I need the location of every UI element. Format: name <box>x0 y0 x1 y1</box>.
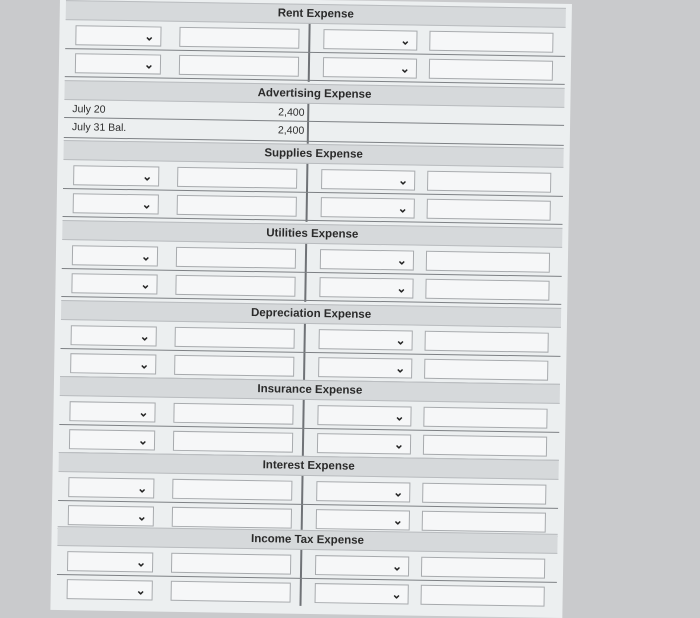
entry-date: July 31 Bal. <box>71 121 127 135</box>
chevron-down-icon: ⌄ <box>395 333 406 348</box>
credit-date-select[interactable] <box>316 509 410 530</box>
ledger-sheet <box>50 0 572 618</box>
chevron-down-icon: ⌄ <box>398 173 409 188</box>
chevron-down-icon: ⌄ <box>400 33 411 48</box>
debit-amount-input[interactable] <box>179 55 299 77</box>
debit-date-select[interactable] <box>73 165 159 186</box>
credit-date-select[interactable] <box>318 357 412 378</box>
debit-date-select[interactable] <box>71 325 157 346</box>
account-title: Advertising Expense <box>64 80 564 108</box>
credit-date-select[interactable] <box>316 481 410 502</box>
chevron-down-icon: ⌄ <box>144 29 155 44</box>
account-title: Depreciation Expense <box>61 300 561 328</box>
debit-amount-input[interactable] <box>176 247 296 269</box>
credit-amount-input[interactable] <box>427 199 551 221</box>
debit-amount-input[interactable] <box>173 403 293 425</box>
chevron-down-icon: ⌄ <box>140 249 152 264</box>
chevron-down-icon: ⌄ <box>137 433 149 448</box>
credit-date-select[interactable] <box>315 555 409 576</box>
chevron-down-icon: ⌄ <box>395 361 406 376</box>
chevron-down-icon: ⌄ <box>396 253 408 268</box>
debit-date-select[interactable] <box>73 193 159 214</box>
chevron-down-icon: ⌄ <box>391 559 403 574</box>
debit-amount-input[interactable] <box>171 553 291 575</box>
debit-amount-input[interactable] <box>174 355 294 377</box>
chevron-down-icon: ⌄ <box>396 281 407 296</box>
chevron-down-icon: ⌄ <box>138 405 149 420</box>
chevron-down-icon: ⌄ <box>143 57 155 72</box>
chevron-down-icon: ⌄ <box>142 169 153 184</box>
debit-date-select[interactable] <box>69 429 155 450</box>
debit-date-select[interactable] <box>71 273 157 294</box>
chevron-down-icon: ⌄ <box>141 197 152 212</box>
debit-date-select[interactable] <box>72 245 158 266</box>
debit-amount-input[interactable] <box>175 327 295 349</box>
debit-date-select[interactable] <box>75 53 161 74</box>
credit-amount-input[interactable] <box>422 483 546 505</box>
credit-amount-input[interactable] <box>421 585 545 607</box>
debit-date-select[interactable] <box>69 401 155 422</box>
credit-date-select[interactable] <box>315 583 409 604</box>
chevron-down-icon: ⌄ <box>135 583 146 598</box>
debit-date-select[interactable] <box>67 551 153 572</box>
chevron-down-icon: ⌄ <box>394 409 405 424</box>
debit-amount-input[interactable] <box>172 507 292 529</box>
account-title: Interest Expense <box>59 452 559 480</box>
credit-amount-input[interactable] <box>427 171 551 193</box>
credit-date-select[interactable] <box>319 277 413 298</box>
credit-amount-input[interactable] <box>423 435 547 457</box>
debit-amount-input[interactable] <box>179 27 299 49</box>
debit-amount-input[interactable] <box>177 167 297 189</box>
chevron-down-icon: ⌄ <box>393 437 405 452</box>
credit-date-select[interactable] <box>321 169 415 190</box>
account-income-tax-expense <box>56 526 557 612</box>
chevron-down-icon: ⌄ <box>392 513 403 528</box>
debit-amount: 2,400 <box>278 106 305 119</box>
credit-date-select[interactable] <box>323 57 417 78</box>
debit-amount-input[interactable] <box>171 581 291 603</box>
account-title: Supplies Expense <box>63 140 563 168</box>
chevron-down-icon: ⌄ <box>397 201 408 216</box>
credit-date-select[interactable] <box>317 433 411 454</box>
debit-date-select[interactable] <box>75 25 161 46</box>
credit-date-select[interactable] <box>317 405 411 426</box>
debit-amount: 2,400 <box>277 124 305 137</box>
account-insurance-expense <box>59 376 560 462</box>
account-title: Income Tax Expense <box>57 526 557 554</box>
chevron-down-icon: ⌄ <box>137 481 148 496</box>
debit-date-select[interactable] <box>68 477 154 498</box>
entry-date: July 20 <box>72 103 106 116</box>
account-interest-expense <box>58 452 559 538</box>
account-advertising-expense <box>64 80 565 150</box>
chevron-down-icon: ⌄ <box>135 555 147 570</box>
chevron-down-icon: ⌄ <box>393 485 404 500</box>
credit-amount-input[interactable] <box>429 31 553 53</box>
credit-date-select[interactable] <box>320 249 414 270</box>
debit-amount-input[interactable] <box>172 479 292 501</box>
account-title: Insurance Expense <box>60 376 560 404</box>
credit-amount-input[interactable] <box>423 407 547 429</box>
account-rent-expense <box>65 0 566 86</box>
debit-amount-input[interactable] <box>177 195 297 217</box>
chevron-down-icon: ⌄ <box>140 277 151 292</box>
chevron-down-icon: ⌄ <box>136 509 147 524</box>
chevron-down-icon: ⌄ <box>399 61 411 76</box>
credit-amount-input[interactable] <box>421 557 545 579</box>
account-utilities-expense <box>61 220 562 306</box>
debit-date-select[interactable] <box>67 579 153 600</box>
chevron-down-icon: ⌄ <box>139 357 150 372</box>
chevron-down-icon: ⌄ <box>391 587 402 602</box>
credit-amount-input[interactable] <box>426 251 550 273</box>
account-supplies-expense <box>63 140 564 226</box>
credit-date-select[interactable] <box>323 29 417 50</box>
debit-date-select[interactable] <box>70 353 156 374</box>
credit-amount-input[interactable] <box>425 279 549 301</box>
chevron-down-icon: ⌄ <box>139 329 150 344</box>
account-title: Rent Expense <box>66 0 566 28</box>
credit-amount-input[interactable] <box>424 359 548 381</box>
account-depreciation-expense <box>60 300 561 386</box>
credit-amount-input[interactable] <box>425 331 549 353</box>
credit-date-select[interactable] <box>321 197 415 218</box>
debit-amount-input[interactable] <box>175 275 295 297</box>
credit-amount-input[interactable] <box>429 59 553 81</box>
credit-date-select[interactable] <box>319 329 413 350</box>
account-title: Utilities Expense <box>62 220 562 248</box>
credit-amount-input[interactable] <box>422 511 546 533</box>
debit-amount-input[interactable] <box>173 431 293 453</box>
debit-date-select[interactable] <box>68 505 154 526</box>
